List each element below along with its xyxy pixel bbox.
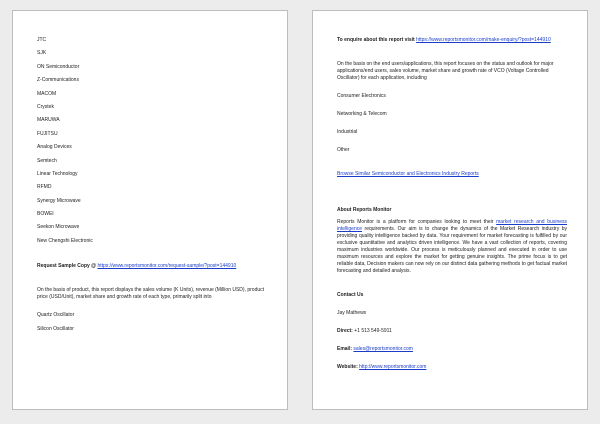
type-item: Quartz Oscillator <box>37 312 75 319</box>
company-item: Analog Devices <box>37 144 72 151</box>
about-text-start: Reports Monitor is a platform for companies looking to meet their <box>337 219 494 225</box>
about-text-rest: requirements. Our aim is to change the dynamics of the Market Research industry by providing quality intelligence backed by data. Your requirement for market forecasting is fulfilled by our exclusive quantitative and analytics driven intelligence. We have a vast collection of reports, covering maximum industries worldwide. Our process is meticulously planned and executed in order to use maximum resources and explore the market for getting genuine insights. The prime focus is to get reliable data, Decision makers can now rely on our distinct data gathering methods to get factual market forecasting and detailed analysis. <box>337 226 567 274</box>
direct-line <box>337 328 567 335</box>
email-line <box>337 346 567 353</box>
company-item: Z-Communications <box>37 77 79 84</box>
application-item: Industrial <box>337 129 358 135</box>
website-line <box>337 364 567 371</box>
company-item: FUJITSU <box>37 130 58 137</box>
email-label: Email: <box>337 346 353 352</box>
request-sample-line <box>37 263 267 270</box>
enquire-label: To enquire about this report visit <box>337 37 415 43</box>
company-item: Synergy Microwave <box>37 197 81 204</box>
browse-similar-link[interactable]: Browse Similar Semiconductor and Electronics Industry Reports <box>337 171 479 177</box>
company-list <box>37 37 267 245</box>
direct-label: Direct: <box>337 328 353 334</box>
company-item: SJK <box>37 50 47 57</box>
request-sample-label: Request Sample Copy @ <box>37 263 97 270</box>
company-item: BOWEI <box>37 211 54 218</box>
application-item: Other <box>337 147 350 153</box>
company-item: MARUWA <box>37 117 60 124</box>
direct-value: +1 513 549-5911 <box>354 328 392 334</box>
application-item: Consumer Electronics <box>337 93 386 99</box>
request-sample-link[interactable]: https://www.reportsmonitor.com/request-sample/?post=144910 <box>97 263 237 270</box>
document-page-left <box>12 10 288 410</box>
company-item: ON Semiconductor <box>37 63 80 70</box>
company-item: Linear Technology <box>37 170 78 177</box>
company-item: New Chengshi Electronic <box>37 237 93 244</box>
email-link[interactable]: sales@reportsmonitor.com <box>353 346 413 352</box>
company-item: Crystek <box>37 103 54 110</box>
about-paragraph <box>337 219 567 275</box>
application-item: Networking & Telecom <box>337 111 387 117</box>
contact-name: Jay Mathews <box>337 310 367 316</box>
website-label: Website: <box>337 364 358 370</box>
document-page-right <box>312 10 588 410</box>
company-item: JTC <box>37 37 47 43</box>
enquire-line <box>337 37 567 44</box>
website-link[interactable]: http://www.reportsmonitor.com <box>359 364 427 370</box>
market-research-link[interactable]: market research and business intelligence <box>337 219 568 232</box>
application-paragraph: On the basis on the end users/applications, this report focuses on the status and outlook for major applications/end users, sales volume, market share and growth rate of VCO (Voltage Controlled Oscillator) for each application, including <box>337 61 554 81</box>
about-heading: About Reports Monitor <box>337 207 392 213</box>
type-item: Silicon Oscillator <box>37 325 74 332</box>
product-paragraph: On the basis of product, this report displays the sales volume (K Units), revenue (Million USD), product price (USD/Unit), market share and growth rate of each type, primarily split into <box>37 287 265 301</box>
company-item: Seekon Microwave <box>37 224 80 231</box>
company-item: MACOM <box>37 90 57 97</box>
enquire-link[interactable]: https://www.reportsmonitor.com/make-enquiry/?post=144910 <box>416 37 551 43</box>
company-item: Semtech <box>37 157 57 164</box>
company-item: RFMD <box>37 184 52 191</box>
contact-heading: Contact Us <box>337 292 364 298</box>
